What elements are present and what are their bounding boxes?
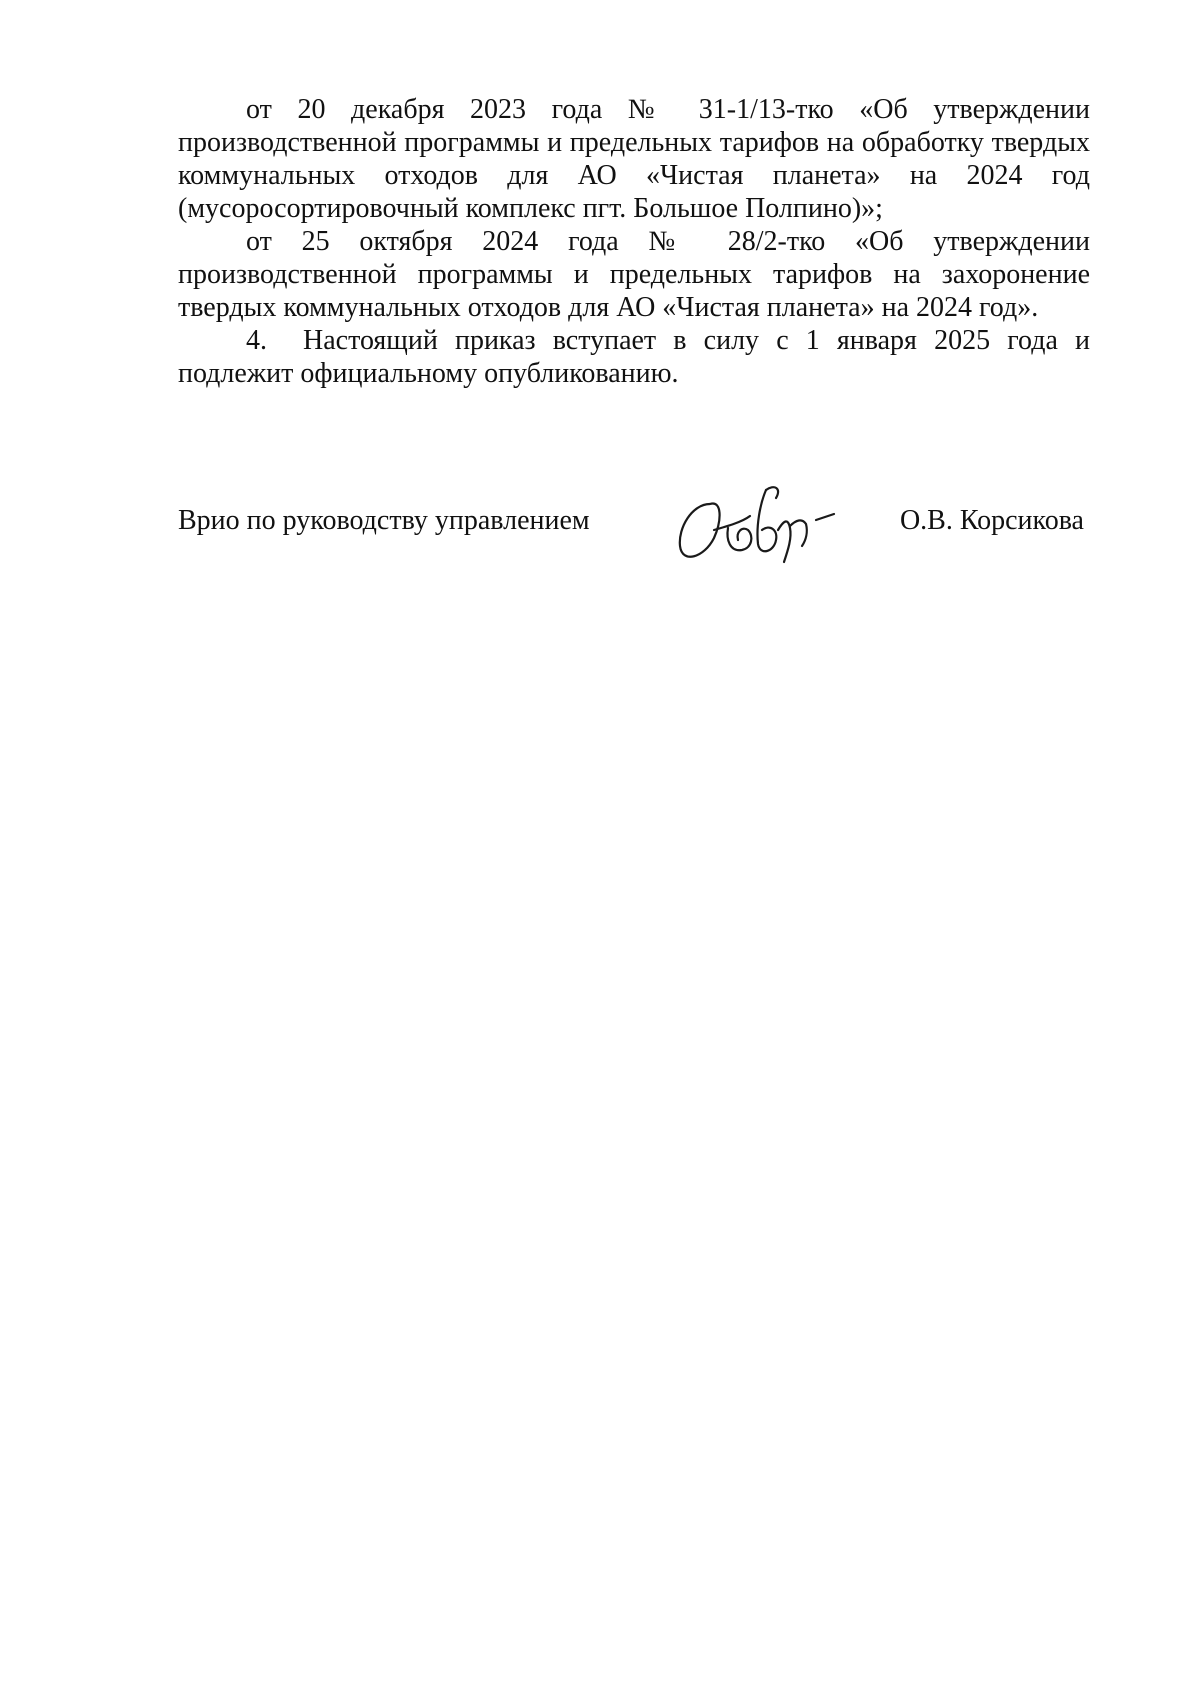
document-body	[178, 93, 1090, 390]
paragraph-resolution-2024: от 25 октября 2024 года № 28/2-тко «Об утверждении производственной программы и предельных тарифов на захоронение твердых коммунальных отходов для АО «Чистая планета» на 2024 год».	[178, 226, 1090, 323]
signature-stroke	[757, 490, 776, 551]
paragraph-resolution-2023: от 20 декабря 2023 года № 31-1/13-тко «Об утверждении производственной программы и предельных тарифов на обработку твердых коммунальных отходов для АО «Чистая планета» на 2024 год (мусоросортировочный комплекс пгт. Большое Полпино)»;	[178, 94, 1090, 224]
signature-stroke	[778, 521, 791, 562]
list-item-text: Настоящий приказ вступает в силу с 1 января 2025 года и подлежит официальному опубликованию.	[178, 325, 1090, 389]
signature-block	[178, 470, 1090, 580]
signature-stroke	[816, 514, 834, 520]
list-item-number: 4.	[246, 325, 267, 356]
signer-title: Врио по руководству управлением	[178, 505, 590, 536]
handwritten-signature-image	[670, 470, 840, 570]
signature-stroke	[728, 528, 752, 550]
signature-stroke	[790, 520, 807, 546]
list-item-4	[178, 324, 1090, 390]
signer-name: О.В. Корсикова	[899, 505, 1084, 536]
signature-stroke	[766, 487, 778, 498]
